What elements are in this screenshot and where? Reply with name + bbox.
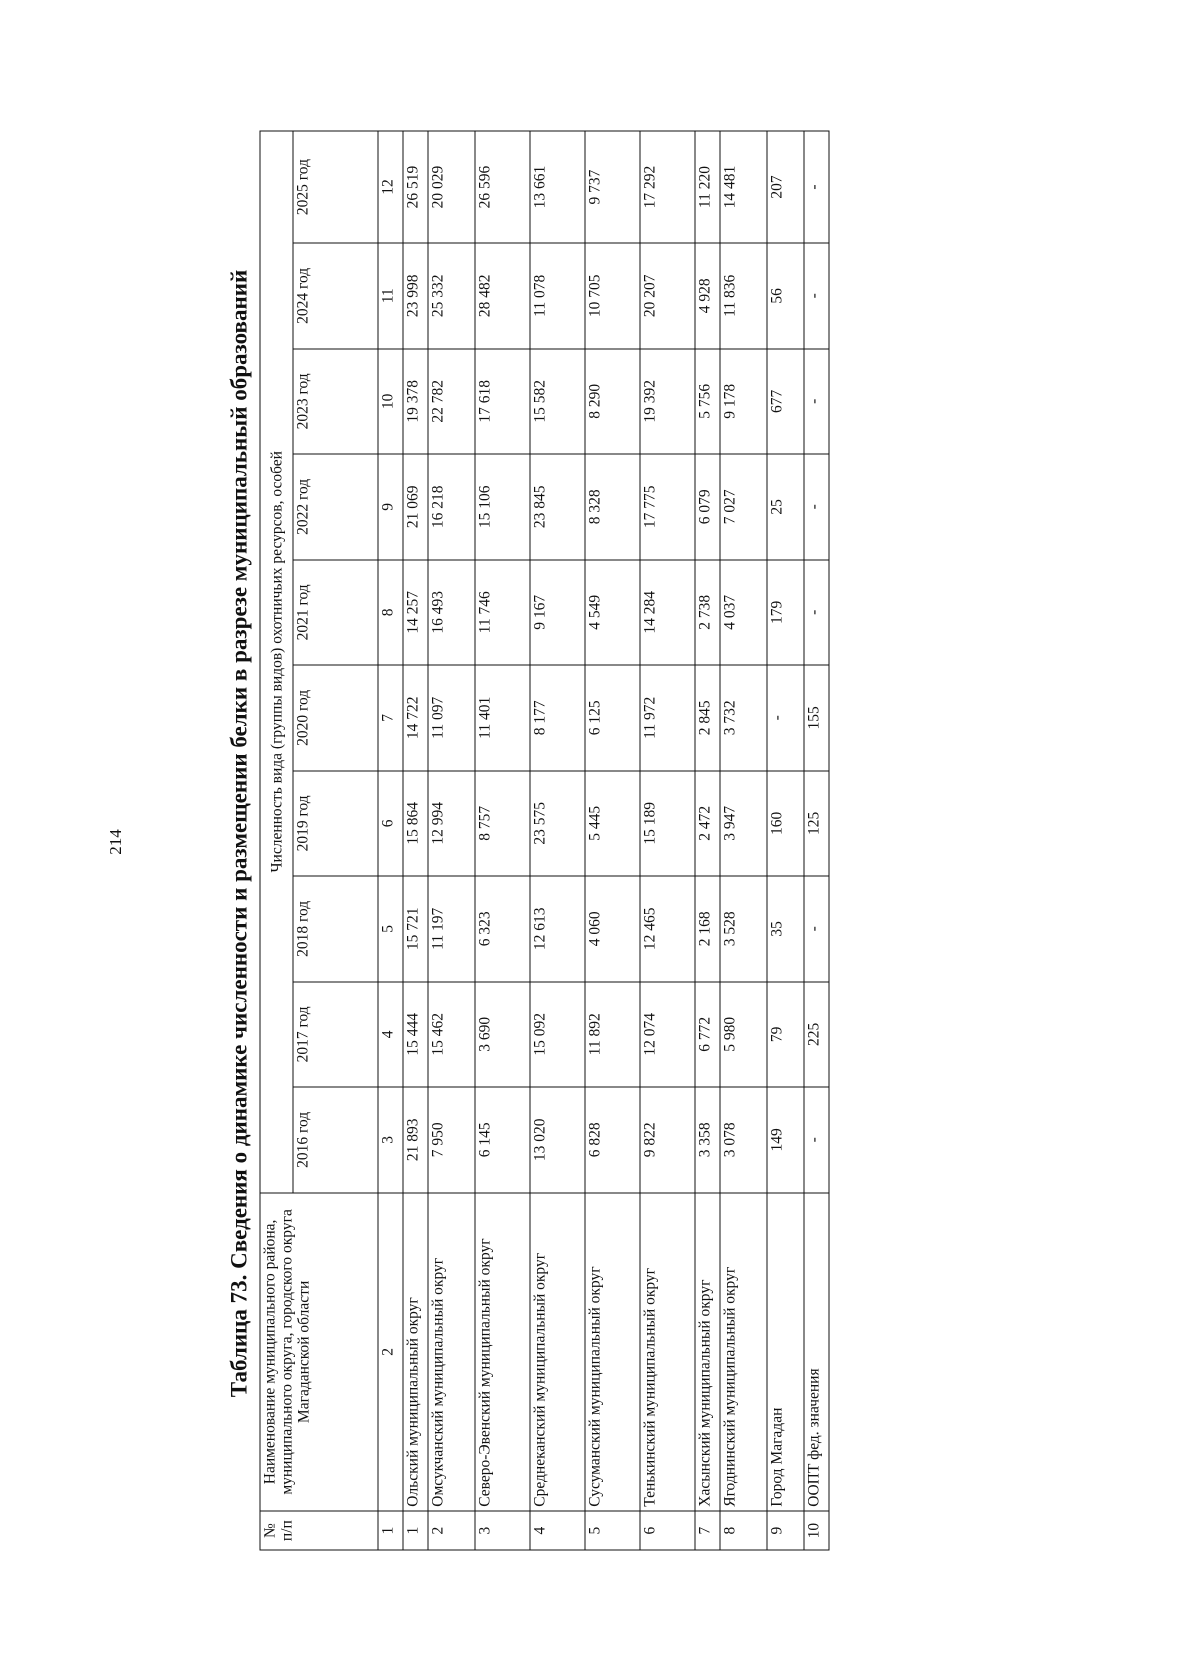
population-value: 11 197 [428,876,475,982]
population-value: 11 972 [640,665,695,771]
population-value: 125 [804,771,829,877]
population-value: 10 705 [585,243,640,349]
row-number: 8 [720,1511,767,1550]
header-year: 2019 год [293,771,378,877]
population-value: 19 392 [640,349,695,455]
population-value: 9 737 [585,131,640,243]
municipality-name: Тенькинский муниципальный округ [640,1193,695,1512]
population-value: 35 [767,876,804,982]
population-value: 2 845 [695,665,720,771]
population-value: 13 020 [530,1087,585,1193]
column-index: 3 [378,1087,403,1193]
population-value: 28 482 [475,243,530,349]
population-value: 3 690 [475,982,530,1088]
population-value: 15 721 [403,876,428,982]
row-number: 10 [804,1511,829,1550]
table-row [767,131,804,1550]
row-number: 6 [640,1511,695,1550]
population-value: 11 746 [475,560,530,666]
row-number: 3 [475,1511,530,1550]
population-value: 8 328 [585,454,640,560]
header-year: 2023 год [293,349,378,455]
population-value: 5 445 [585,771,640,877]
population-value: 6 828 [585,1087,640,1193]
population-value: 11 097 [428,665,475,771]
column-index: 11 [378,243,403,349]
population-value: - [767,665,804,771]
population-value: 12 074 [640,982,695,1088]
population-value: 25 [767,454,804,560]
population-value: 15 189 [640,771,695,877]
population-value: 19 378 [403,349,428,455]
population-value: 7 950 [428,1087,475,1193]
population-value: 17 775 [640,454,695,560]
population-value: 12 465 [640,876,695,982]
population-value: 160 [767,771,804,877]
population-value: 4 060 [585,876,640,982]
population-value: 4 549 [585,560,640,666]
rotated-page-content [220,119,823,1559]
municipality-name: ООПТ фед. значения [804,1193,829,1512]
population-value: 16 493 [428,560,475,666]
population-value: 155 [804,665,829,771]
column-index: 5 [378,876,403,982]
column-index: 1 [378,1511,403,1550]
table-row [403,131,428,1550]
header-year: 2022 год [293,454,378,560]
population-value: - [804,560,829,666]
population-value: 12 994 [428,771,475,877]
population-value: 677 [767,349,804,455]
population-value: 16 218 [428,454,475,560]
municipality-name: Северо-Эвенский муниципальный округ [475,1193,530,1512]
population-value: 9 822 [640,1087,695,1193]
population-value: 23 575 [530,771,585,877]
population-value: 6 145 [475,1087,530,1193]
population-value: 5 756 [695,349,720,455]
population-value: 15 582 [530,349,585,455]
table-title: Таблица 73. Сведения о динамике численности и размещении белки в разрезе муниципальный образований [226,269,252,1398]
population-value: 11 078 [530,243,585,349]
population-value: 6 772 [695,982,720,1088]
population-value: 13 661 [530,131,585,243]
population-value: 2 472 [695,771,720,877]
table-row [804,131,829,1550]
population-value: - [804,876,829,982]
header-municipality: Наименование муниципального района, муниципального округа, городского округа Магаданской области [260,1193,378,1512]
population-value: 3 528 [720,876,767,982]
population-value: 9 167 [530,560,585,666]
population-value: 8 290 [585,349,640,455]
population-value: 14 257 [403,560,428,666]
row-number: 9 [767,1511,804,1550]
row-number: 1 [403,1511,428,1550]
population-value: 12 613 [530,876,585,982]
population-value: 11 220 [695,131,720,243]
row-number: 7 [695,1511,720,1550]
population-value: 6 125 [585,665,640,771]
column-index: 12 [378,131,403,243]
population-value: 25 332 [428,243,475,349]
population-value: 149 [767,1087,804,1193]
header-year: 2024 год [293,243,378,349]
population-value: 11 892 [585,982,640,1088]
header-year: 2025 год [293,131,378,243]
population-value: 17 292 [640,131,695,243]
squirrel-population-table [260,131,830,1551]
population-value: 15 444 [403,982,428,1088]
population-value: 3 078 [720,1087,767,1193]
population-value: 4 928 [695,243,720,349]
page-number: 214 [106,829,125,855]
table-row [530,131,585,1550]
column-index: 9 [378,454,403,560]
header-row-group [260,131,293,1550]
population-value: 7 027 [720,454,767,560]
header-year: 2021 год [293,560,378,666]
population-value: - [804,243,829,349]
municipality-name: Среднеканский муниципальный округ [530,1193,585,1512]
population-value: 79 [767,982,804,1088]
population-value: 20 029 [428,131,475,243]
population-value: - [804,454,829,560]
population-value: 6 323 [475,876,530,982]
column-index: 4 [378,982,403,1088]
population-value: 15 106 [475,454,530,560]
population-value: 21 893 [403,1087,428,1193]
municipality-name: Омсукчанский муниципальный округ [428,1193,475,1512]
population-value: 15 864 [403,771,428,877]
population-value: 3 732 [720,665,767,771]
header-year: 2020 год [293,665,378,771]
population-value: 8 177 [530,665,585,771]
population-value: 17 618 [475,349,530,455]
population-value: 22 782 [428,349,475,455]
municipality-name: Ольский муниципальный округ [403,1193,428,1512]
municipality-name: Хасынский муниципальный округ [695,1193,720,1512]
header-number: № п/п [260,1511,378,1550]
table-row [695,131,720,1550]
column-index: 10 [378,349,403,455]
population-value: 15 092 [530,982,585,1088]
population-value: - [804,131,829,243]
municipality-name: Сусуманский муниципальный округ [585,1193,640,1512]
population-value: 23 845 [530,454,585,560]
population-value: 2 738 [695,560,720,666]
table-row [640,131,695,1550]
population-value: 225 [804,982,829,1088]
row-number: 5 [585,1511,640,1550]
municipality-name: Город Магадан [767,1193,804,1512]
column-index: 7 [378,665,403,771]
population-value: 2 168 [695,876,720,982]
header-population-group: Численность вида (группы видов) охотничьих ресурсов, особей [260,131,293,1193]
population-value: 15 462 [428,982,475,1088]
population-value: 3 358 [695,1087,720,1193]
header-year: 2016 год [293,1087,378,1193]
population-value: 6 079 [695,454,720,560]
table-row [428,131,475,1550]
column-index: 2 [378,1193,403,1512]
population-value: 11 401 [475,665,530,771]
population-value: 5 980 [720,982,767,1088]
table-row [720,131,767,1550]
population-value: - [804,1087,829,1193]
population-value: 8 757 [475,771,530,877]
population-value: 207 [767,131,804,243]
population-value: 14 284 [640,560,695,666]
population-value: 14 481 [720,131,767,243]
row-number: 4 [530,1511,585,1550]
population-value: 9 178 [720,349,767,455]
column-index-row [378,131,403,1550]
population-value: - [804,349,829,455]
population-value: 179 [767,560,804,666]
population-value: 26 519 [403,131,428,243]
table-row [585,131,640,1550]
column-index: 6 [378,771,403,877]
population-value: 4 037 [720,560,767,666]
population-value: 23 998 [403,243,428,349]
header-year: 2017 год [293,982,378,1088]
municipality-name: Ягоднинский муниципальный округ [720,1193,767,1512]
population-value: 26 596 [475,131,530,243]
header-year: 2018 год [293,876,378,982]
table-row [475,131,530,1550]
population-value: 3 947 [720,771,767,877]
column-index: 8 [378,560,403,666]
population-value: 20 207 [640,243,695,349]
population-value: 14 722 [403,665,428,771]
population-value: 21 069 [403,454,428,560]
population-value: 11 836 [720,243,767,349]
population-value: 56 [767,243,804,349]
row-number: 2 [428,1511,475,1550]
